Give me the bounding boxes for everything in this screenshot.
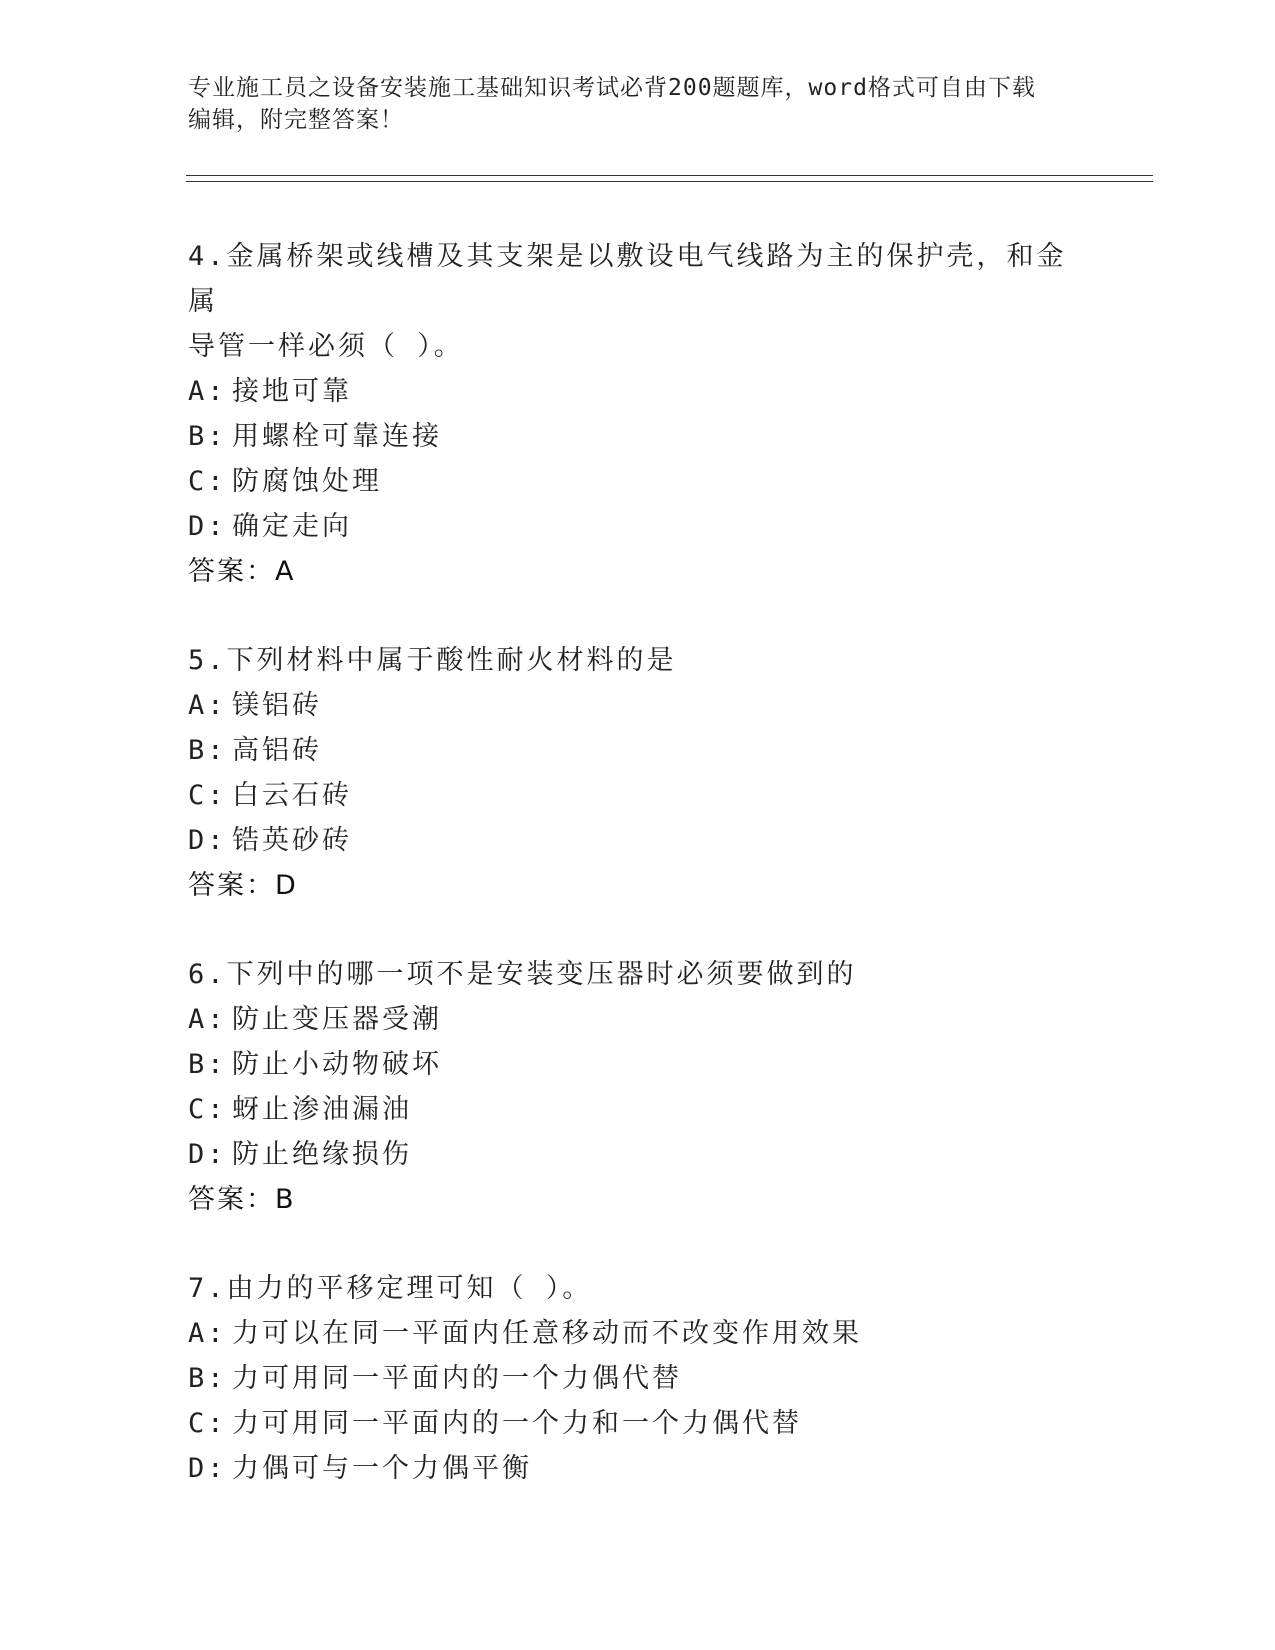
option-a: [188, 1311, 1088, 1356]
question-5: [188, 638, 1088, 908]
option-text: 力可用同一平面内的一个力和一个力偶代替: [232, 1408, 802, 1439]
question-6: [188, 952, 1088, 1222]
option-letter: A:: [188, 376, 227, 407]
option-d: [188, 818, 1088, 863]
option-b: [188, 414, 1088, 459]
option-text: 防止小动物破坏: [232, 1049, 442, 1080]
option-text: 确定走向: [232, 511, 352, 542]
option-b: [188, 1356, 1088, 1401]
answer-label: 答案：A: [188, 556, 296, 587]
question-text-continued: 导管一样必须（ ）。: [188, 331, 464, 362]
question-7: [188, 1266, 1088, 1491]
option-text: 接地可靠: [232, 376, 352, 407]
option-a: [188, 683, 1088, 728]
option-letter: D:: [188, 511, 227, 542]
option-letter: D:: [188, 825, 227, 856]
option-a: [188, 369, 1088, 414]
option-letter: B:: [188, 1363, 227, 1394]
option-letter: A:: [188, 1004, 227, 1035]
option-c: [188, 459, 1088, 504]
option-b: [188, 1042, 1088, 1087]
option-text: 力可以在同一平面内任意移动而不改变作用效果: [232, 1318, 862, 1349]
option-letter: C:: [188, 1408, 227, 1439]
question-list: [188, 234, 1088, 1535]
header-divider-top: [186, 175, 1153, 176]
option-letter: A:: [188, 690, 227, 721]
option-text: 锆英砂砖: [232, 825, 352, 856]
option-letter: D:: [188, 1139, 227, 1170]
option-letter: B:: [188, 1049, 227, 1080]
option-c: [188, 1087, 1088, 1132]
option-letter: C:: [188, 780, 227, 811]
question-text: 6.下列中的哪一项不是安装变压器时必须要做到的: [188, 959, 857, 990]
option-d: [188, 1446, 1088, 1491]
header-divider-bottom: [186, 181, 1153, 182]
header-title-line-1: 专业施工员之设备安装施工基础知识考试必背200题题库，word格式可自由下载: [188, 75, 1036, 101]
option-text: 力偶可与一个力偶平衡: [232, 1453, 532, 1484]
question-text: 7.由力的平移定理可知（ ）。: [188, 1273, 593, 1304]
option-letter: C:: [188, 1094, 227, 1125]
option-letter: C:: [188, 466, 227, 497]
option-letter: A:: [188, 1318, 227, 1349]
header-title-line-2: 编辑，附完整答案！: [188, 107, 404, 133]
question-text: 5.下列材料中属于酸性耐火材料的是: [188, 645, 677, 676]
option-letter: D:: [188, 1453, 227, 1484]
option-text: 力可用同一平面内的一个力偶代替: [232, 1363, 682, 1394]
answer-label: 答案：B: [188, 1184, 296, 1215]
question-text: 4.金属桥架或线槽及其支架是以敷设电气线路为主的保护壳，和金属: [188, 241, 1067, 317]
document-header: [188, 72, 1088, 136]
option-text: 防止绝缘损伤: [232, 1139, 412, 1170]
option-text: 镁铝砖: [232, 690, 322, 721]
option-text: 高铝砖: [232, 735, 322, 766]
option-text: 蚜止渗油漏油: [232, 1094, 412, 1125]
option-c: [188, 773, 1088, 818]
option-d: [188, 1132, 1088, 1177]
option-a: [188, 997, 1088, 1042]
option-letter: B:: [188, 421, 227, 452]
option-b: [188, 728, 1088, 773]
option-letter: B:: [188, 735, 227, 766]
option-c: [188, 1401, 1088, 1446]
option-text: 用螺栓可靠连接: [232, 421, 442, 452]
option-text: 防止变压器受潮: [232, 1004, 442, 1035]
option-text: 白云石砖: [232, 780, 352, 811]
option-text: 防腐蚀处理: [232, 466, 382, 497]
option-d: [188, 504, 1088, 549]
answer-label: 答案：D: [188, 870, 298, 901]
question-4: [188, 234, 1088, 594]
